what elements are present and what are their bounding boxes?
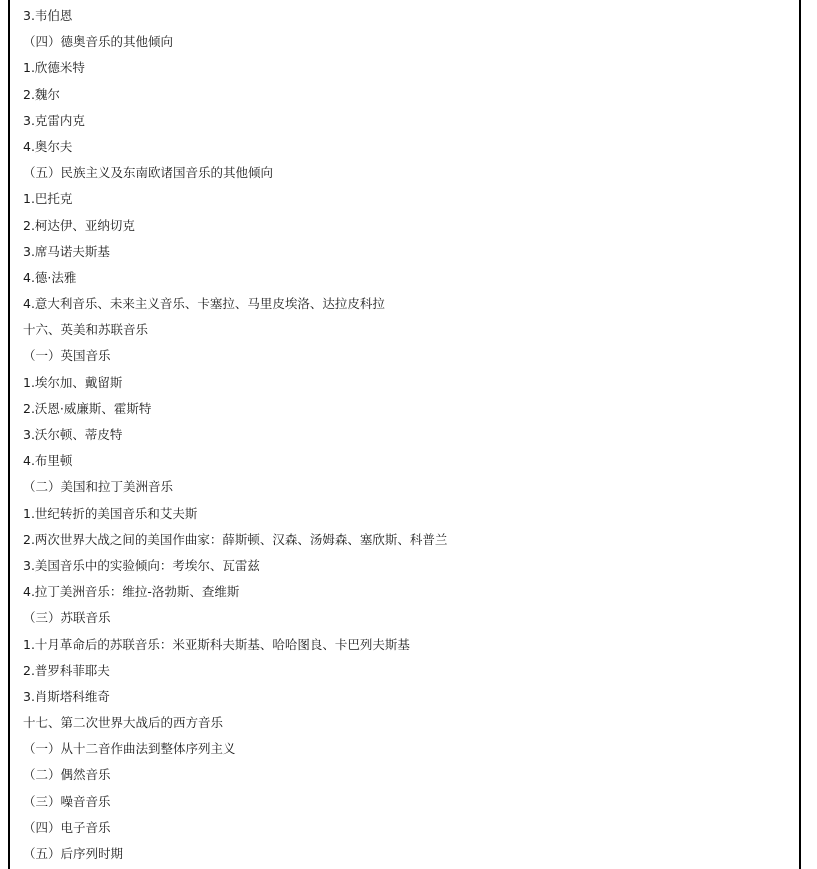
outline-line: 2.两次世界大战之间的美国作曲家：薛斯顿、汉森、汤姆森、塞欣斯、科普兰 xyxy=(23,531,448,547)
outline-line: 十六、英美和苏联音乐 xyxy=(23,322,149,338)
outline-line: 1.埃尔加、戴留斯 xyxy=(23,374,123,390)
outline-line: 2.普罗科菲耶夫 xyxy=(23,662,110,678)
outline-line: 3.席马诺夫斯基 xyxy=(23,243,110,259)
outline-line: 2.沃恩·威廉斯、霍斯特 xyxy=(23,400,152,416)
outline-line: 4.布里顿 xyxy=(23,453,73,469)
outline-line: 3.美国音乐中的实验倾向：考埃尔、瓦雷兹 xyxy=(23,557,260,573)
outline-line: 4.拉丁美洲音乐：维拉-洛勃斯、查维斯 xyxy=(23,584,240,600)
outline-line: （四）德奥音乐的其他倾向 xyxy=(23,34,174,50)
outline-line: 4.德·法雅 xyxy=(23,269,77,285)
outline-line: （二）偶然音乐 xyxy=(23,767,111,783)
outline-line: （一）英国音乐 xyxy=(23,348,111,364)
outline-line: 1.欣德米特 xyxy=(23,60,85,76)
outline-line: （一）从十二音作曲法到整体序列主义 xyxy=(23,741,236,757)
outline-line: （二）美国和拉丁美洲音乐 xyxy=(23,479,174,495)
syllabus-outline xyxy=(23,3,447,867)
outline-line: 4.意大利音乐、未来主义音乐、卡塞拉、马里皮埃洛、达拉皮科拉 xyxy=(23,296,385,312)
outline-line: （四）电子音乐 xyxy=(23,819,111,835)
outline-line: （三）噪音音乐 xyxy=(23,793,111,809)
outline-line: 3.沃尔顿、蒂皮特 xyxy=(23,427,123,442)
outline-line: 十七、第二次世界大战后的西方音乐 xyxy=(23,715,224,731)
outline-line: 4.奥尔夫 xyxy=(23,138,73,154)
outline-line: （五）后序列时期 xyxy=(23,846,124,861)
outline-line: 1.巴托克 xyxy=(23,191,73,207)
outline-line: 3.肖斯塔科维奇 xyxy=(23,688,110,704)
outline-line: 1.十月革命后的苏联音乐：米亚斯科夫斯基、哈哈图良、卡巴列夫斯基 xyxy=(23,636,410,652)
outline-line: 2.魏尔 xyxy=(23,86,60,102)
outline-line: 1.世纪转折的美国音乐和艾夫斯 xyxy=(23,505,198,521)
outline-line: 3.韦伯恩 xyxy=(23,8,73,23)
outline-line: 2.柯达伊、亚纳切克 xyxy=(23,217,135,233)
outline-line: （五）民族主义及东南欧诸国音乐的其他倾向 xyxy=(23,165,274,181)
outline-line: 3.克雷内克 xyxy=(23,112,85,128)
outline-line: （三）苏联音乐 xyxy=(23,610,111,626)
